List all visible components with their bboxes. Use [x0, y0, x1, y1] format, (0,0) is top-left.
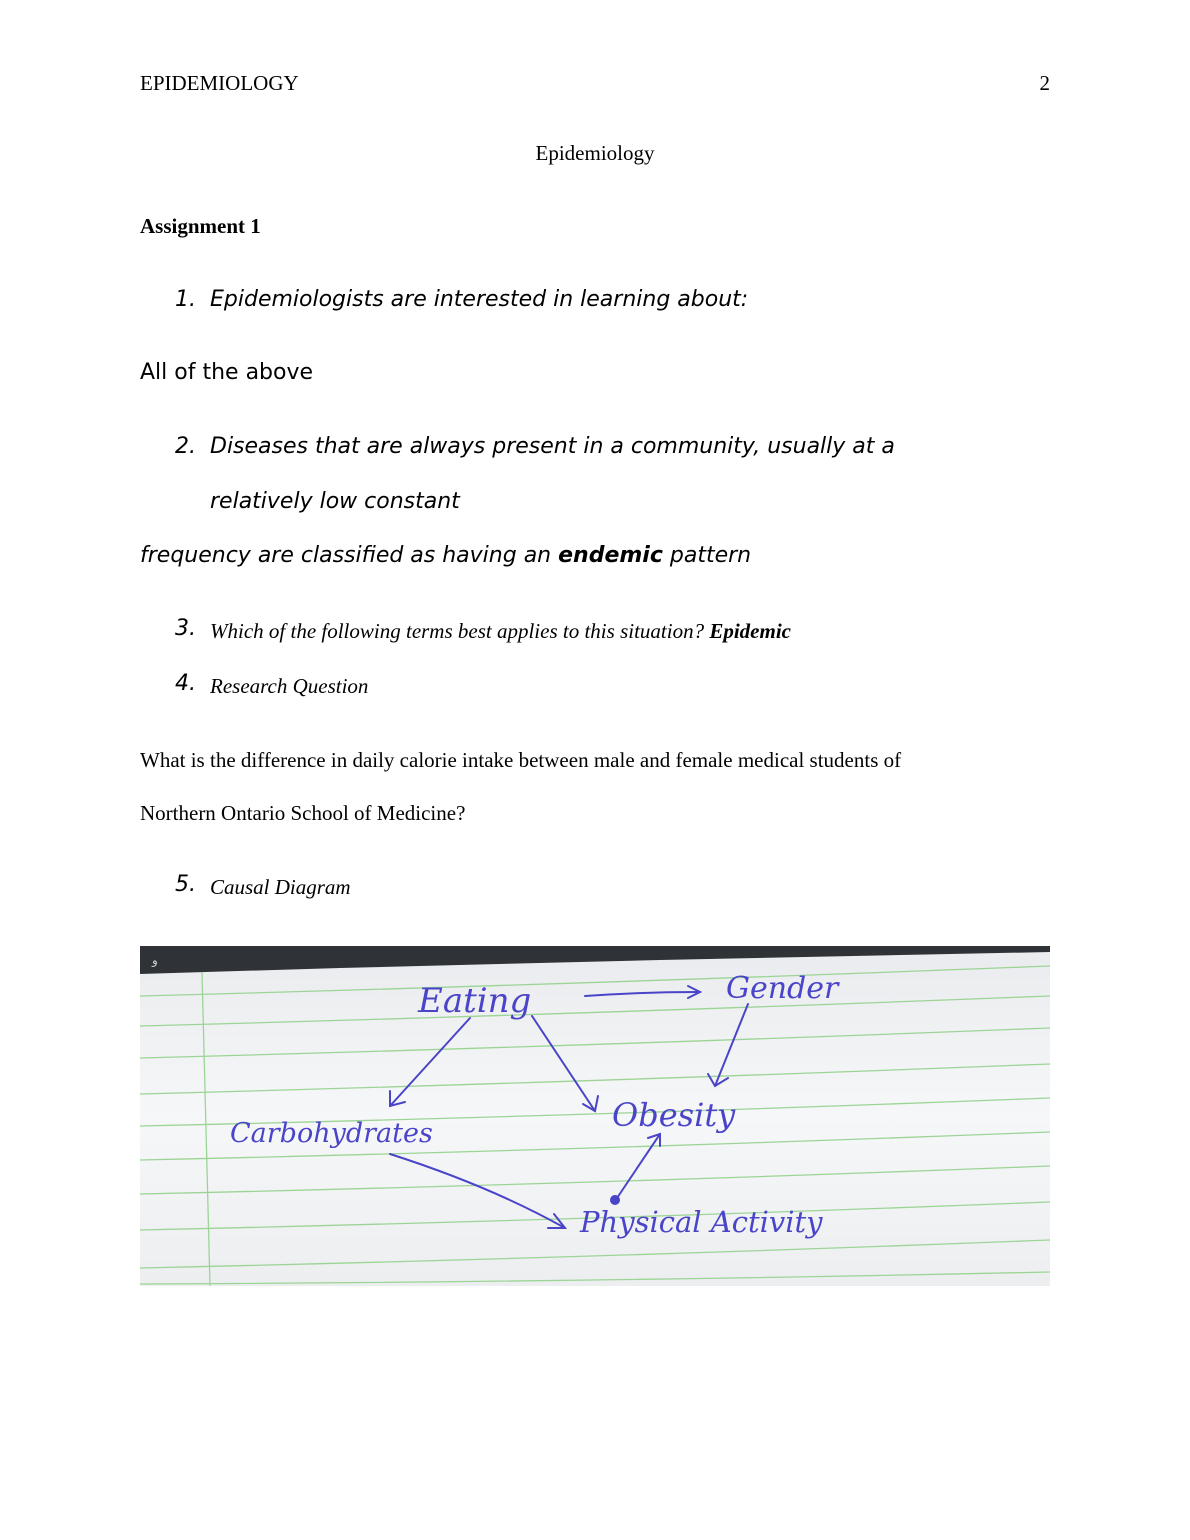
edge-mark: و	[152, 953, 158, 967]
question-text: Research Question	[210, 674, 369, 698]
node-carbohydrates: Carbohydrates	[230, 1118, 433, 1149]
node-eating: Eating	[418, 981, 532, 1021]
answer-1: All of the above	[140, 360, 314, 385]
research-question-line-1: What is the difference in daily calorie intake between male and female medical students of	[140, 748, 902, 772]
research-question-line-2: Northern Ontario School of Medicine?	[140, 801, 466, 825]
question-text: Epidemiologists are interested in learning about:	[210, 287, 749, 312]
document-title: Epidemiology	[535, 141, 655, 165]
question-number: 4.	[175, 671, 196, 696]
question-number: 1.	[175, 287, 196, 312]
question-number: 3.	[175, 616, 196, 641]
node-physical-activity: Physical Activity	[580, 1205, 823, 1239]
section-heading: Assignment 1	[140, 214, 261, 238]
answer-2-term: endemic	[558, 543, 663, 568]
ink-dot	[611, 1196, 619, 1204]
causal-diagram-svg	[140, 946, 1050, 1286]
question-text-line-1: Diseases that are always present in a community, usually at a	[210, 434, 895, 459]
node-gender: Gender	[726, 971, 839, 1006]
question-3-text: Which of the following terms best applies to this situation?	[210, 619, 710, 643]
answer-2-start: frequency are classified as having an	[140, 543, 559, 568]
page-number: 2	[1039, 71, 1050, 95]
causal-diagram-photo	[140, 946, 1050, 1286]
answer-2	[140, 543, 751, 568]
question-3-answer: Epidemic	[709, 619, 791, 643]
question-text	[210, 619, 791, 644]
question-number: 2.	[175, 434, 196, 459]
answer-2-end: pattern	[662, 543, 752, 568]
question-text-line-2: relatively low constant	[210, 489, 460, 514]
running-head: EPIDEMIOLOGY	[140, 71, 299, 95]
question-number: 5.	[175, 872, 196, 897]
question-text: Causal Diagram	[210, 875, 351, 899]
node-obesity: Obesity	[612, 1096, 736, 1134]
